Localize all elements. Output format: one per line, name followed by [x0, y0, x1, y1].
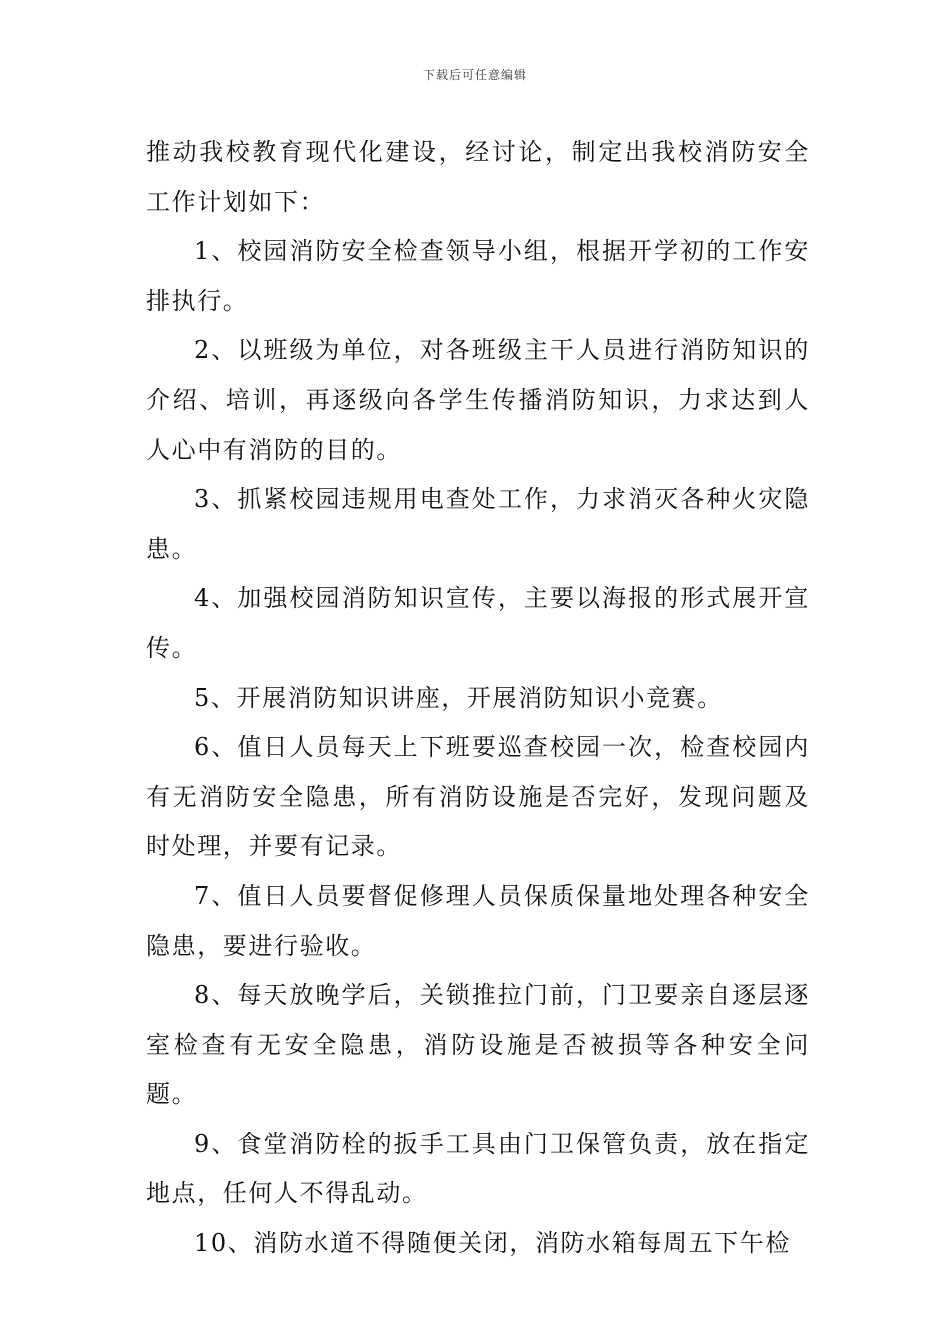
document-body	[146, 128, 810, 1269]
paragraph-item-7: 7、值日人员要督促修理人员保质保量地处理各种安全隐患，要进行验收。	[146, 881, 810, 960]
paragraph-item-5: 5、开展消防知识讲座，开展消防知识小竞赛。	[194, 683, 723, 712]
paragraph-item-6: 6、值日人员每天上下班要巡查校园一次，检查校园内有无消防安全隐患，所有消防设施是否完好，发现问题及时处理，并要有记录。	[146, 733, 810, 861]
paragraph-intro: 推动我校教育现代化建设，经讨论，制定出我校消防安全工作计划如下：	[146, 138, 810, 216]
page-header-note: 下载后可任意编辑	[422, 68, 527, 82]
paragraph-item-2: 2、以班级为单位，对各班级主干人员进行消防知识的介绍、培训，再逐级向各学生传播消防知识，力求达到人人心中有消防的目的。	[146, 336, 810, 464]
paragraph-item-3: 3、抓紧校园违规用电查处工作，力求消灭各种火灾隐患。	[146, 485, 810, 563]
paragraph-item-4: 4、加强校园消防知识宣传，主要以海报的形式展开宣传。	[146, 584, 810, 662]
paragraph-item-8: 8、每天放晚学后，关锁推拉门前，门卫要亲自逐层逐室检查有无安全隐患，消防设施是否被损等各种安全问题。	[146, 981, 810, 1109]
paragraph-item-9: 9、食堂消防栓的扳手工具由门卫保管负责，放在指定地点，任何人不得乱动。	[146, 1129, 810, 1208]
paragraph-item-1: 1、校园消防安全检查领导小组，根据开学初的工作安排执行。	[146, 237, 810, 315]
paragraph-item-10: 10、消防水道不得随便关闭，消防水箱每周五下午检	[194, 1229, 791, 1258]
